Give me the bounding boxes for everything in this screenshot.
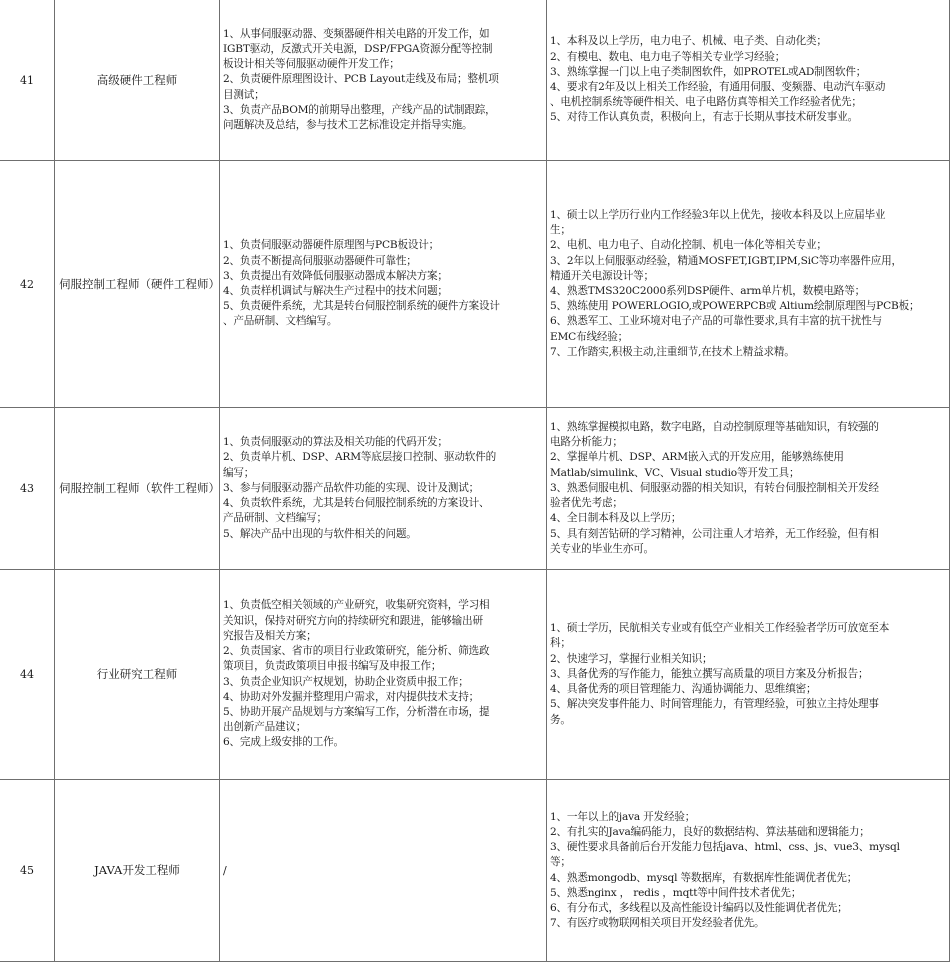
requirement-line: 5、熟悉nginx ， redis ，mqtt等中间件技术者优先； [550, 886, 802, 899]
table-row [0, 570, 950, 780]
job-requirements [547, 780, 950, 962]
duty-line: 、产品研制、文档编写。 [223, 315, 338, 328]
row-number: 41 [0, 0, 55, 161]
duty-line: 产品研制、文档编写； [223, 512, 327, 525]
requirement-line: 1、一年以上的java 开发经验； [550, 810, 696, 823]
duty-line: 2、负责国家、省市的项目行业政策研究，能分析、筛选政 [223, 645, 490, 658]
duty-line: 1、从事伺服驱动器、变频器硬件相关电路的开发工作，如 [223, 27, 490, 40]
row-number: 43 [0, 408, 55, 570]
requirement-line: 验者优先考虑； [550, 497, 623, 510]
requirement-line: 4、熟悉mongodb、mysql 等数据库，有数据库性能调优者优先； [550, 871, 858, 884]
job-requirements [547, 161, 950, 408]
requirement-line: 5、熟练使用 POWERLOGIO,或POWERPCB或 Altium绘制原理图与PCB板； [550, 300, 920, 313]
requirement-line: 5、对待工作认真负责，积极向上，有志于长期从事技术研发事业。 [550, 111, 858, 124]
requirement-line: 4、全日制本科及以上学历； [550, 512, 682, 525]
duty-line: 1、负责伺服驱动的算法及相关功能的代码开发； [223, 436, 448, 449]
requirement-line: 关专业的毕业生亦可。 [550, 542, 654, 555]
requirement-line: 3、具备优秀的写作能力，能独立撰写高质量的项目方案及分析报告； [550, 667, 869, 680]
requirement-line: 精通开关电源设计等； [550, 269, 654, 282]
duty-line: 1、负责低空相关领域的产业研究，收集研究资料，学习相 [223, 599, 490, 612]
duty-line: 2、负责不断提高伺服驱动器硬件可靠性； [223, 254, 417, 267]
requirement-line: 2、有模电、数电、电力电子等相关专业学习经验； [550, 50, 786, 63]
requirement-line: 等； [550, 856, 571, 869]
duty-line: 4、负责样机调试与解决生产过程中的技术问题； [223, 285, 448, 297]
requirement-line: 2、快速学习，掌握行业相关知识； [550, 652, 713, 665]
duty-line: 究报告及相关方案； [223, 629, 317, 642]
requirement-line: 1、硕士学历，民航相关专业或有低空产业相关工作经验者学历可放宽至本 [550, 622, 890, 635]
requirement-line: 6、有分布式，多线程以及高性能设计编码以及性能调优者优先； [550, 901, 848, 914]
duty-line: 板设计相关等伺服驱动硬件开发工作； [223, 58, 400, 71]
job-requirements [547, 0, 950, 161]
duty-line: 目测试； [223, 88, 265, 101]
requirement-line: 科； [550, 637, 571, 650]
requirement-line: 3、2年以上伺服驱动经验，精通MOSFET,IGBT,IPM,SiC等功率器件应用， [550, 254, 902, 267]
table-row [0, 0, 950, 161]
duty-line: 4、协助对外发掘并整理用户需求，对内提供技术支持； [223, 690, 479, 703]
job-duties [220, 0, 547, 161]
requirement-line: 7、工作踏实,积极主动,注重细节,在技术上精益求精。 [550, 345, 795, 358]
duty-line: 3、参与伺服驱动器产品软件功能的实现、设计及测试； [223, 481, 479, 494]
duty-line: 问题解决及总结，参与技术工艺标准设定并指导实施。 [223, 119, 473, 131]
requirement-line: 3、硬性要求具备前后台开发能力包括java、html、css、js、vue3、mysql [550, 841, 900, 854]
requirement-line: 2、电机、电力电子、自动化控制、机电一体化等相关专业； [550, 239, 827, 252]
duty-line: 出创新产品建议； [223, 721, 307, 734]
table-row [0, 408, 950, 570]
requirement-line: 4、要求有2年及以上相关工作经验，有通用伺服、变频器、电动汽车驱动 [550, 81, 886, 93]
job-requirements [547, 408, 950, 570]
job-requirements [547, 570, 950, 780]
requirement-line: 3、熟练掌握一门以上电子类制图软件，如PROTEL或AD制图软件； [550, 65, 867, 78]
requirement-line: 1、硕士以上学历行业内工作经验3年以上优先，接收本科及以上应届毕业 [550, 208, 886, 221]
duty-line: 2、负责硬件原理图设计、PCB Layout走线及布局；整机项 [223, 73, 499, 86]
job-title: 行业研究工程师 [55, 570, 220, 780]
duty-line: 3、负责企业知识产权规划，协助企业资质申报工作； [223, 675, 469, 688]
requirement-line: 务。 [550, 713, 571, 726]
requirement-line: EMC布线经验； [550, 330, 629, 343]
job-duties [220, 161, 547, 408]
duty-line: 1、负责伺服驱动器硬件原理图与PCB板设计； [223, 239, 440, 252]
job-duties [220, 780, 547, 962]
requirement-line: 3、熟悉伺服电机、伺服驱动器的相关知识，有转台伺服控制相关开发经 [550, 481, 879, 494]
row-number: 44 [0, 570, 55, 780]
duty-line: 5、解决产品中出现的与软件相关的问题。 [223, 527, 417, 540]
job-duties [220, 570, 547, 780]
duty-line: / [223, 863, 227, 877]
duty-line: IGBT驱动，反激式开关电源，DSP/FPGA资源分配等控制 [223, 42, 493, 55]
requirement-line: 生； [550, 224, 571, 237]
requirement-line: 、电机控制系统等硬件相关、电子电路仿真等相关工作经验者优先； [550, 96, 862, 109]
duty-line: 编写； [223, 466, 255, 479]
requirement-line: 2、掌握单片机、DSP、ARM嵌入式的开发应用，能够熟练使用 [550, 451, 844, 464]
job-duties [220, 408, 547, 570]
requirement-line: 1、熟练掌握模拟电路，数字电路，自动控制原理等基础知识，有较强的 [550, 421, 879, 434]
requirement-line: 4、具备优秀的项目管理能力、沟通协调能力、思维缜密； [550, 683, 817, 696]
requirement-line: 5、具有刻苦钻研的学习精神，公司注重人才培养，无工作经验，但有相 [550, 527, 879, 540]
table-row [0, 780, 950, 962]
requirement-line: 5、解决突发事件能力、时间管理能力，有管理经验，可独立主持处理事 [550, 698, 879, 711]
row-number: 42 [0, 161, 55, 408]
requirement-line: 2、有扎实的Java编码能力，良好的数据结构、算法基础和逻辑能力； [550, 825, 870, 838]
duty-line: 策项目，负责政策项目申报书编写及申报工作； [223, 660, 442, 673]
table-row [0, 161, 950, 408]
duty-line: 3、负责产品BOM的前期导出整理，产线产品的试制跟踪， [223, 103, 496, 116]
job-title: 高级硬件工程师 [55, 0, 220, 161]
duty-line: 4、负责软件系统，尤其是转台伺服控制系统的方案设计、 [223, 497, 490, 510]
row-number: 45 [0, 780, 55, 962]
duty-line: 关知识，保持对研究方向的持续研究和跟进，能够输出研 [223, 614, 483, 627]
duty-line: 5、协助开展产品规划与方案编写工作，分析潜在市场，提 [223, 705, 490, 718]
job-title: JAVA开发工程师 [55, 780, 220, 962]
requirement-line: Matlab/simulink、VC、Visual studio等开发工具； [550, 466, 800, 479]
duty-line: 6、完成上级安排的工作。 [223, 736, 344, 749]
requirement-line: 电路分析能力； [550, 436, 623, 449]
job-title: 伺服控制工程师（软件工程师） [55, 408, 220, 570]
requirement-line: 6、熟悉军工、工业环境对电子产品的可靠性要求,具有丰富的抗干扰性与 [550, 315, 882, 328]
job-title: 伺服控制工程师（硬件工程师） [55, 161, 220, 408]
duty-line: 3、负责提出有效降低伺服驱动器成本解决方案； [223, 269, 448, 282]
requirement-line: 4、熟悉TMS320C2000系列DSP硬件、arm单片机，数模电路等； [550, 285, 865, 297]
duty-line: 2、负责单片机、DSP、ARM等底层接口控制、驱动软件的 [223, 451, 496, 464]
requirement-line: 7、有医疗或物联网相关项目开发经验者优先。 [550, 917, 765, 930]
duty-line: 5、负责硬件系统，尤其是转台伺服控制系统的硬件方案设计 [223, 300, 500, 313]
requirement-line: 1、本科及以上学历，电力电子、机械、电子类、自动化类； [550, 35, 827, 48]
